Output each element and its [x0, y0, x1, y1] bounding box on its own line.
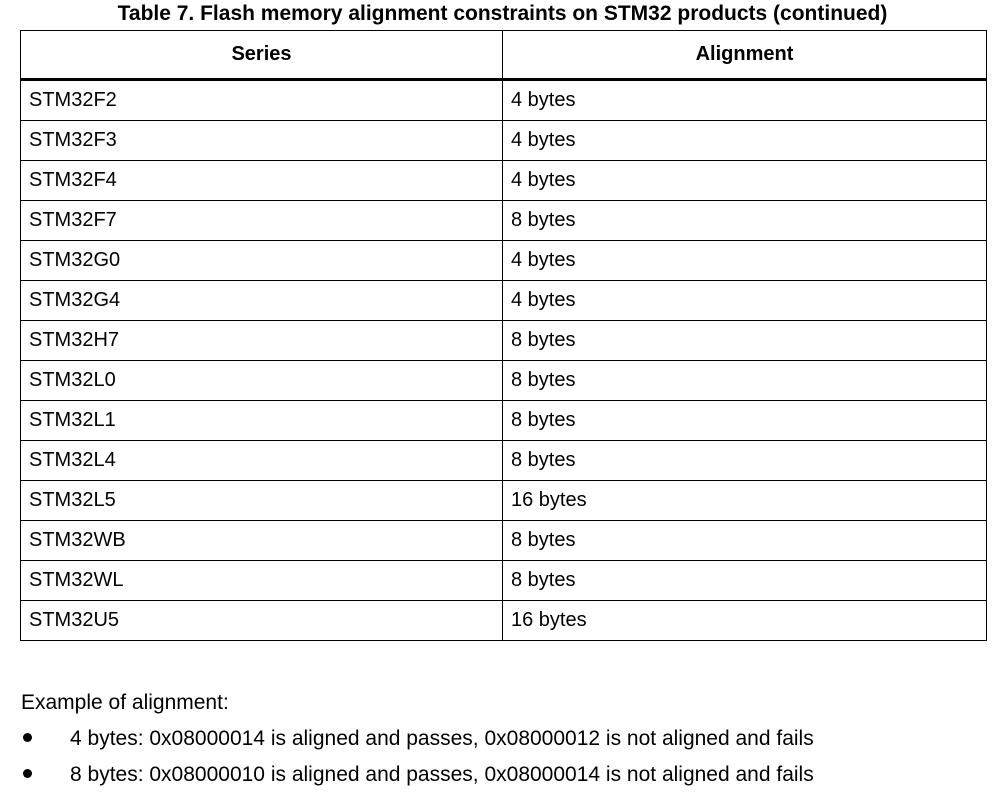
- table-row: [21, 161, 987, 201]
- alignment-cell: 8 bytes: [503, 401, 987, 441]
- table-row: [21, 601, 987, 641]
- series-cell: STM32G4: [21, 281, 503, 321]
- series-cell: STM32F4: [21, 161, 503, 201]
- alignment-cell: 4 bytes: [503, 161, 987, 201]
- column-header-series: Series: [21, 31, 503, 80]
- table-header-row: [21, 31, 987, 80]
- example-text: 4 bytes: 0x08000014 is aligned and passes, 0x08000012 is not aligned and fails: [70, 727, 814, 750]
- series-cell: STM32WB: [21, 521, 503, 561]
- series-cell: STM32F3: [21, 121, 503, 161]
- table-row: [21, 281, 987, 321]
- table-row: [21, 201, 987, 241]
- table-row: [21, 321, 987, 361]
- series-cell: STM32WL: [21, 561, 503, 601]
- alignment-cell: 4 bytes: [503, 80, 987, 121]
- alignment-cell: 8 bytes: [503, 561, 987, 601]
- alignment-cell: 16 bytes: [503, 601, 987, 641]
- bullet-icon: [23, 733, 32, 742]
- table-row: [21, 481, 987, 521]
- table-row: [21, 121, 987, 161]
- example-intro: Example of alignment:: [21, 691, 229, 714]
- series-cell: STM32L4: [21, 441, 503, 481]
- alignment-cell: 8 bytes: [503, 441, 987, 481]
- table-title: Table 7. Flash memory alignment constraints on STM32 products (continued): [117, 2, 888, 25]
- table-row: [21, 561, 987, 601]
- table-row: [21, 441, 987, 481]
- column-header-alignment: Alignment: [503, 31, 987, 80]
- alignment-cell: 8 bytes: [503, 321, 987, 361]
- series-cell: STM32F7: [21, 201, 503, 241]
- alignment-cell: 4 bytes: [503, 281, 987, 321]
- alignment-cell: 8 bytes: [503, 521, 987, 561]
- series-cell: STM32H7: [21, 321, 503, 361]
- table-row: [21, 361, 987, 401]
- table-row: [21, 401, 987, 441]
- series-cell: STM32L0: [21, 361, 503, 401]
- bullet-icon: [23, 769, 32, 778]
- series-cell: STM32U5: [21, 601, 503, 641]
- series-cell: STM32F2: [21, 80, 503, 121]
- alignment-cell: 8 bytes: [503, 201, 987, 241]
- alignment-cell: 4 bytes: [503, 121, 987, 161]
- table-row: [21, 80, 987, 121]
- series-cell: STM32L1: [21, 401, 503, 441]
- alignment-cell: 4 bytes: [503, 241, 987, 281]
- example-text: 8 bytes: 0x08000010 is aligned and passes, 0x08000014 is not aligned and fails: [70, 763, 814, 786]
- alignment-cell: 16 bytes: [503, 481, 987, 521]
- series-cell: STM32G0: [21, 241, 503, 281]
- alignment-cell: 8 bytes: [503, 361, 987, 401]
- alignment-table: [20, 30, 987, 641]
- series-cell: STM32L5: [21, 481, 503, 521]
- table-row: [21, 241, 987, 281]
- table-row: [21, 521, 987, 561]
